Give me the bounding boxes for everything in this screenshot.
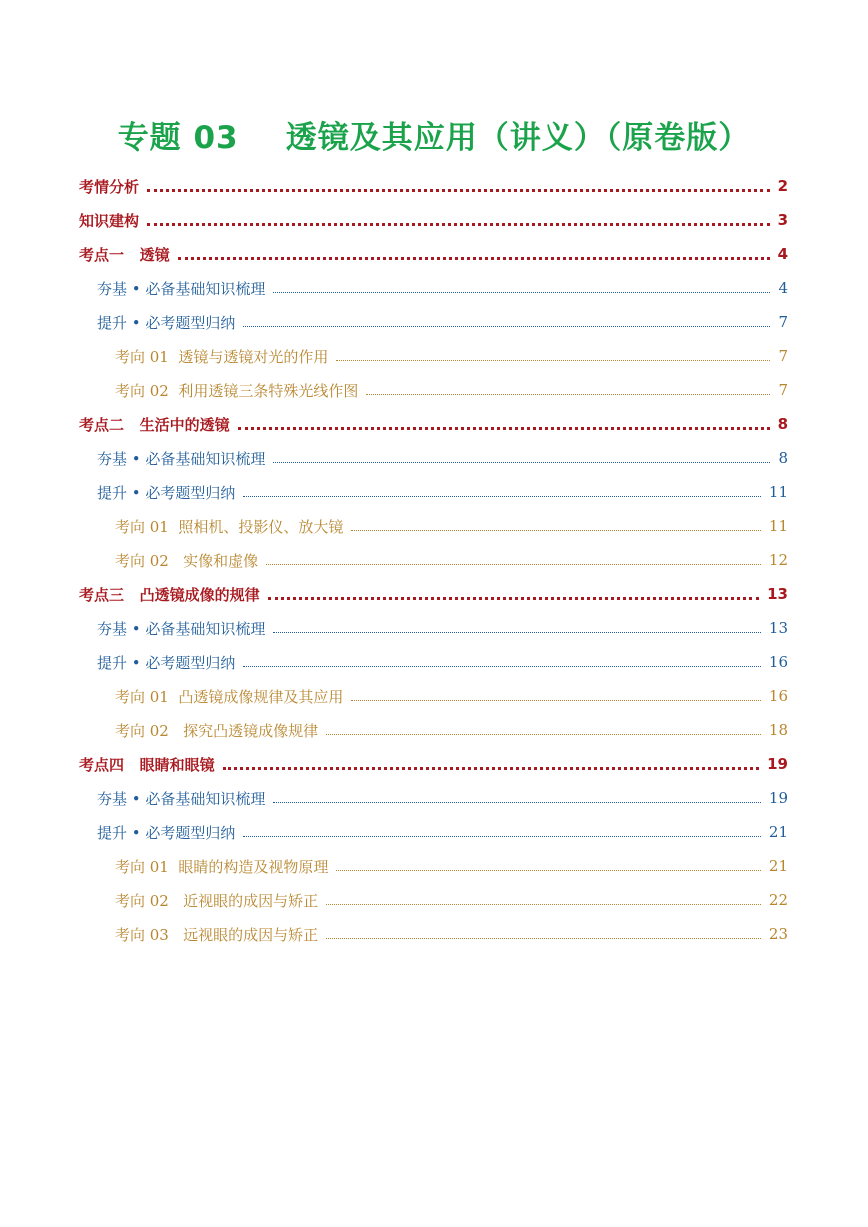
toc-entry-page-number: 21	[768, 823, 788, 841]
toc-entry-label: 夯基 • 必备基础知识梳理	[97, 449, 266, 468]
toc-dot-leader	[351, 530, 761, 531]
toc-entry-label: 考情分析	[79, 177, 140, 196]
toc-dot-leader	[243, 496, 761, 497]
toc-entry-label: 考向 03 远视眼的成因与矫正	[115, 925, 319, 944]
toc-entry[interactable]	[0, 475, 868, 509]
toc-entry[interactable]	[0, 441, 868, 475]
toc-entry-label: 考点四 眼睛和眼镜	[79, 755, 215, 774]
toc-entry-label: 知识建构	[79, 211, 140, 230]
toc-entry-label: 考点三 凸透镜成像的规律	[79, 585, 260, 604]
toc-entry-page-number: 13	[768, 619, 788, 637]
toc-entry-page-number: 18	[768, 721, 788, 739]
toc-entry-label: 考点二 生活中的透镜	[79, 415, 230, 434]
toc-entry-page-number: 2	[777, 177, 788, 195]
toc-entry-page-number: 4	[778, 279, 788, 297]
toc-entry-page-number: 16	[768, 687, 788, 705]
document-title: 专题 03 透镜及其应用（讲义）（原卷版）	[117, 120, 751, 156]
toc-entry-page-number: 22	[768, 891, 788, 909]
toc-entry-label: 夯基 • 必备基础知识梳理	[97, 789, 266, 808]
toc-dot-leader	[243, 326, 770, 327]
toc-entry[interactable]	[0, 509, 868, 543]
toc-entry-label: 考向 01 凸透镜成像规律及其应用	[115, 687, 344, 706]
toc-entry[interactable]	[0, 849, 868, 883]
toc-dot-leader	[336, 360, 770, 361]
toc-entry-label: 考点一 透镜	[79, 245, 170, 264]
toc-entry[interactable]	[0, 373, 868, 407]
toc-entry-page-number: 7	[778, 381, 788, 399]
table-of-contents	[0, 169, 868, 951]
toc-entry-page-number: 8	[778, 449, 788, 467]
toc-entry[interactable]	[0, 917, 868, 951]
toc-dot-leader	[178, 257, 770, 260]
toc-entry-page-number: 12	[768, 551, 788, 569]
toc-entry-page-number: 19	[768, 789, 788, 807]
toc-dot-leader	[273, 462, 770, 463]
toc-entry[interactable]	[0, 203, 868, 237]
toc-entry[interactable]	[0, 407, 868, 441]
toc-entry[interactable]	[0, 679, 868, 713]
toc-entry[interactable]	[0, 169, 868, 203]
toc-dot-leader	[273, 632, 761, 633]
toc-entry[interactable]	[0, 611, 868, 645]
toc-entry-page-number: 4	[777, 245, 788, 263]
toc-entry-page-number: 7	[778, 313, 788, 331]
toc-entry-page-number: 16	[768, 653, 788, 671]
toc-entry[interactable]	[0, 747, 868, 781]
toc-entry-page-number: 21	[768, 857, 788, 875]
toc-entry[interactable]	[0, 271, 868, 305]
toc-dot-leader	[243, 666, 761, 667]
toc-entry-page-number: 23	[768, 925, 788, 943]
toc-entry-label: 夯基 • 必备基础知识梳理	[97, 619, 266, 638]
toc-dot-leader	[326, 904, 761, 905]
toc-entry-label: 考向 02 探究凸透镜成像规律	[115, 721, 319, 740]
toc-entry[interactable]	[0, 237, 868, 271]
toc-entry-label: 考向 01 照相机、投影仪、放大镜	[115, 517, 344, 536]
toc-entry-label: 考向 02 利用透镜三条特殊光线作图	[115, 381, 359, 400]
toc-entry[interactable]	[0, 305, 868, 339]
toc-dot-leader	[238, 427, 770, 430]
toc-dot-leader	[243, 836, 761, 837]
toc-entry-label: 考向 02 近视眼的成因与矫正	[115, 891, 319, 910]
toc-dot-leader	[147, 189, 770, 192]
toc-entry[interactable]	[0, 781, 868, 815]
toc-entry-label: 考向 02 实像和虚像	[115, 551, 259, 570]
toc-entry-page-number: 3	[777, 211, 788, 229]
toc-entry-label: 提升 • 必考题型归纳	[97, 823, 236, 842]
toc-entry-label: 提升 • 必考题型归纳	[97, 483, 236, 502]
toc-entry-label: 考向 01 透镜与透镜对光的作用	[115, 347, 329, 366]
toc-entry-page-number: 11	[768, 517, 788, 535]
toc-entry-label: 考向 01 眼睛的构造及视物原理	[115, 857, 329, 876]
toc-dot-leader	[326, 734, 761, 735]
toc-dot-leader	[223, 767, 759, 770]
toc-dot-leader	[268, 597, 759, 600]
toc-entry[interactable]	[0, 645, 868, 679]
toc-entry[interactable]	[0, 577, 868, 611]
toc-entry[interactable]	[0, 713, 868, 747]
toc-entry[interactable]	[0, 883, 868, 917]
toc-entry-page-number: 19	[767, 755, 788, 773]
toc-dot-leader	[351, 700, 761, 701]
toc-dot-leader	[273, 802, 761, 803]
toc-entry-page-number: 11	[768, 483, 788, 501]
toc-dot-leader	[336, 870, 761, 871]
toc-entry[interactable]	[0, 815, 868, 849]
toc-entry[interactable]	[0, 339, 868, 373]
toc-dot-leader	[266, 564, 761, 565]
toc-entry-page-number: 13	[767, 585, 788, 603]
toc-dot-leader	[366, 394, 770, 395]
toc-dot-leader	[326, 938, 761, 939]
toc-dot-leader	[147, 223, 770, 226]
toc-entry-page-number: 7	[778, 347, 788, 365]
toc-entry-label: 提升 • 必考题型归纳	[97, 313, 236, 332]
toc-entry-page-number: 8	[777, 415, 788, 433]
toc-dot-leader	[273, 292, 770, 293]
toc-entry-label: 夯基 • 必备基础知识梳理	[97, 279, 266, 298]
toc-entry[interactable]	[0, 543, 868, 577]
toc-entry-label: 提升 • 必考题型归纳	[97, 653, 236, 672]
